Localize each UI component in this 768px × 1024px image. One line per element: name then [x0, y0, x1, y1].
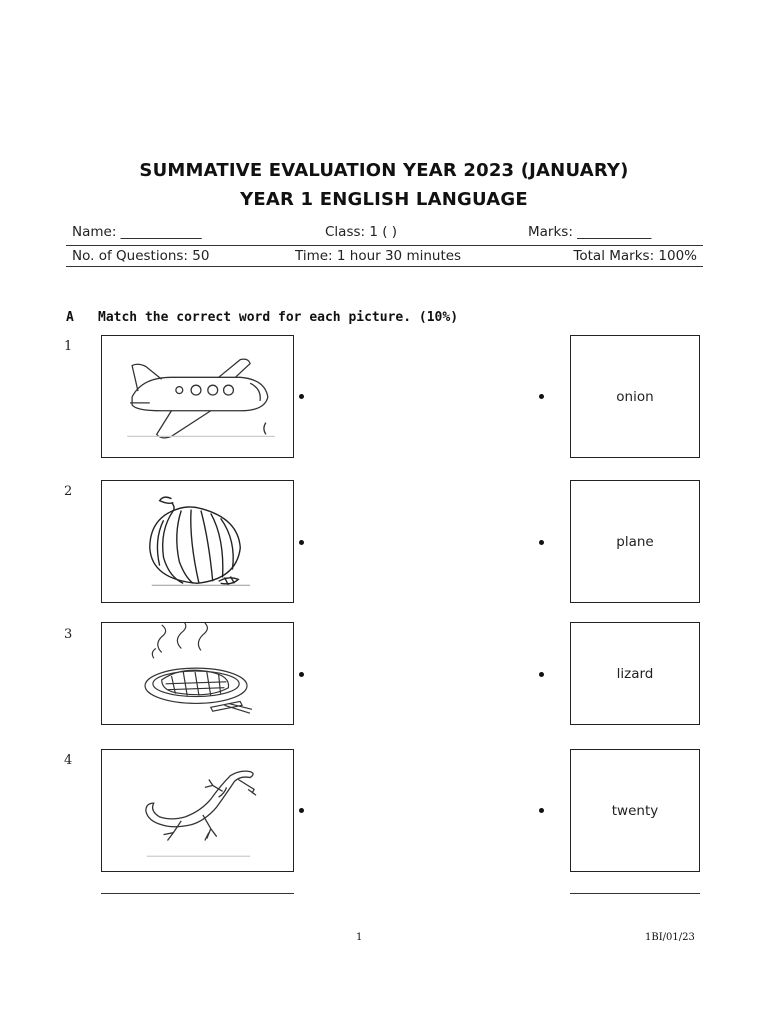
section-instruction: Match the correct word for each picture. (10%)	[98, 310, 459, 325]
picture-box-onion	[101, 480, 294, 603]
word-label: plane	[616, 533, 654, 550]
match-dot-right[interactable]	[539, 540, 544, 545]
word-label: twenty	[611, 802, 659, 819]
onion-icon	[102, 481, 293, 602]
lizard-icon	[102, 750, 293, 871]
word-label: lizard	[616, 665, 654, 682]
bottom-rule-right	[570, 893, 700, 894]
info-divider	[66, 245, 703, 246]
word-box[interactable]	[570, 480, 700, 603]
question-number: 2	[64, 484, 73, 499]
exam-title: SUMMATIVE EVALUATION YEAR 2023 (JANUARY)	[139, 160, 629, 181]
word-box[interactable]	[570, 622, 700, 725]
steak-icon	[102, 623, 293, 724]
question-number: 3	[64, 627, 73, 642]
match-dot-right[interactable]	[539, 808, 544, 813]
picture-box-lizard	[101, 749, 294, 872]
question-number: 4	[64, 753, 73, 768]
time-allowed: Time: 1 hour 30 minutes	[295, 248, 462, 264]
question-number: 1	[64, 339, 73, 354]
match-dot-right[interactable]	[539, 672, 544, 677]
picture-box-airplane	[101, 335, 294, 458]
match-dot-left[interactable]	[299, 540, 304, 545]
match-dot-left[interactable]	[299, 672, 304, 677]
match-dot-left[interactable]	[299, 808, 304, 813]
word-box[interactable]	[570, 335, 700, 458]
section-heading	[66, 310, 458, 325]
name-field[interactable]: Name: ____________	[72, 224, 202, 240]
bottom-rule-left	[101, 893, 294, 894]
word-label: onion	[616, 388, 654, 405]
word-box[interactable]	[570, 749, 700, 872]
info-divider-bottom	[66, 266, 703, 267]
questions-count: No. of Questions: 50	[72, 248, 210, 264]
picture-box-steak	[101, 622, 294, 725]
total-marks: Total Marks: 100%	[573, 248, 697, 264]
marks-field[interactable]: Marks: ___________	[528, 224, 652, 240]
class-field[interactable]: Class: 1 ( )	[325, 224, 398, 240]
page-number: 1	[356, 932, 363, 943]
exam-subtitle: YEAR 1 ENGLISH LANGUAGE	[240, 189, 528, 210]
airplane-icon	[102, 336, 293, 457]
match-dot-left[interactable]	[299, 394, 304, 399]
document-code: 1BI/01/23	[645, 932, 695, 943]
match-dot-right[interactable]	[539, 394, 544, 399]
section-letter: A	[66, 310, 74, 325]
